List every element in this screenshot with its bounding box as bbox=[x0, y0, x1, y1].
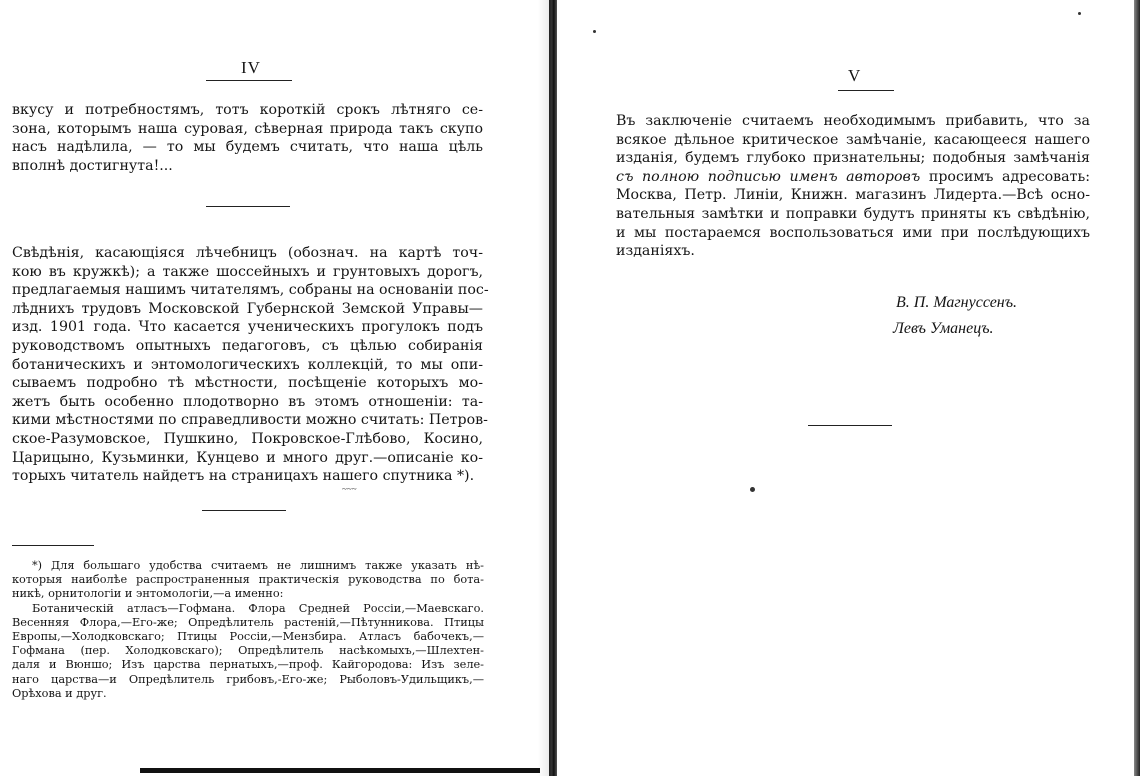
left-page bbox=[0, 0, 552, 776]
page-number: IV bbox=[241, 58, 261, 77]
ink-speck bbox=[1078, 12, 1081, 15]
text-line: кою въ кружкѣ); а также шоссейныхъ и грунтовыхъ дорогъ, bbox=[12, 263, 483, 280]
section-divider bbox=[206, 206, 290, 207]
text-line: торыхъ читатель найдетъ на страницахъ нашего спутника *). bbox=[12, 468, 475, 485]
footnote-line: никѣ, орнитологіи и энтомологіи,—а именно: bbox=[12, 587, 284, 601]
section-divider-lower bbox=[202, 510, 286, 511]
signature-umanets: Левъ Уманецъ. bbox=[893, 320, 994, 337]
footnote-line: *) Для большаго удобства считаемъ не лишнимъ также указать нѣ- bbox=[32, 559, 484, 572]
ink-speck bbox=[750, 487, 755, 492]
text-line: лѣднихъ трудовъ Московской Губернской Земской Управы— bbox=[12, 300, 483, 317]
footnote-line: Ботаническій атласъ—Гофмана. Флора Средней Россіи,—Маевскаго. bbox=[32, 601, 484, 615]
header-rule bbox=[206, 80, 292, 81]
text-line: Москва, Петр. Линіи, Книжн. магазинъ Лидерта.—Всѣ осно- bbox=[616, 187, 1090, 204]
footnote bbox=[12, 559, 484, 701]
footnote-line: Орѣхова и друг. bbox=[12, 686, 107, 700]
text-line: зона, которымъ наша суровая, сѣверная природа такъ скупо bbox=[12, 120, 483, 137]
address-request: просимъ адресовать: bbox=[928, 168, 1090, 185]
right-page bbox=[556, 0, 1140, 776]
closing-paragraph bbox=[12, 101, 483, 175]
text-line: Царицыно, Кузьминки, Кунцево и много друг.—описаніе ко- bbox=[12, 449, 483, 466]
text-line: изданія, будемъ глубоко признательны; подобныя замѣчанія bbox=[616, 150, 1090, 167]
footnote-rule bbox=[12, 545, 94, 546]
text-line: ботаническихъ и энтомологическихъ коллекцій, то мы опи- bbox=[12, 356, 483, 373]
text-line: вкусу и потребностямъ, тотъ короткій срокъ лѣтняго се- bbox=[12, 102, 483, 118]
text-line: кими мѣстностями по справедливости можно считать: Петров- bbox=[12, 412, 488, 429]
text-line: руководствомъ опытныхъ педагоговъ, съ цѣлью собиранія bbox=[12, 337, 483, 354]
footnote-line: Гофмана (пер. Холодковскаго); Опредѣлитель насѣкомыхъ,—Шлехтен- bbox=[12, 644, 484, 658]
footnote-line: которыя наиболѣе распространенныя практическія руководства по бота- bbox=[12, 573, 484, 587]
text-line: вательныя замѣтки и поправки будутъ приняты къ свѣдѣнію, bbox=[616, 205, 1090, 222]
conclusion-paragraph bbox=[616, 112, 1090, 261]
text-line: изд. 1901 года. Что касается ученическихъ прогулокъ подъ bbox=[12, 319, 483, 336]
main-paragraph bbox=[12, 244, 489, 486]
text-line: предлагаемыя нашимъ читателямъ, собраны на основаніи пос- bbox=[12, 282, 489, 299]
footnote-line: Европы,—Холодковскаго; Птицы Россіи,—Мензбира. Атласъ бабочекъ,— bbox=[12, 630, 484, 644]
text-line: жетъ быть особенно плодотворно въ этомъ отношеніи: та- bbox=[12, 393, 483, 410]
text-line: вполнѣ достигнута!... bbox=[12, 157, 173, 174]
footnote-line: даля и Вюншо; Изъ царства пернатыхъ,—проф. Кайгородова: Изъ зеле- bbox=[12, 658, 484, 672]
text-line: изданіяхъ. bbox=[616, 243, 695, 260]
text-line: Свѣдѣнія, касающіяся лѣчебницъ (обознач. на картѣ точ- bbox=[12, 245, 483, 261]
text-line: сываемъ подробно тѣ мѣстности, посѣщеніе которыхъ мо- bbox=[12, 375, 483, 392]
end-rule bbox=[808, 425, 892, 426]
italic-emphasis: съ полною подписью именъ авторовъ bbox=[616, 168, 921, 185]
ink-smudge: ~~~ bbox=[342, 484, 357, 494]
header-rule bbox=[838, 90, 894, 91]
text-line: Въ заключеніе считаемъ необходимымъ прибавить, что за bbox=[616, 113, 1090, 129]
text-line: всякое дѣльное критическое замѣчаніе, касающееся нашего bbox=[616, 131, 1090, 148]
text-line: насъ надѣлила, — то мы будемъ считать, что наша цѣль bbox=[12, 139, 483, 156]
ink-speck bbox=[593, 30, 596, 33]
footnote-line: Весенняя Флора,—Его-же; Опредѣлитель растеній,—Пѣтунникова. Птицы bbox=[12, 615, 484, 629]
text-line: ское-Разумовское, Пушкино, Покровское-Глѣбово, Косино, bbox=[12, 430, 483, 447]
text-line: и мы постараемся воспользоваться ими при послѣдующихъ bbox=[616, 224, 1090, 241]
signature-magnussen: В. П. Магнуссенъ. bbox=[896, 294, 1018, 311]
page-number: V bbox=[848, 66, 862, 85]
footnote-line: наго царства—и Опредѣлитель грибовъ,-Его-же; Рыболовъ-Удильщикъ,— bbox=[12, 672, 484, 686]
